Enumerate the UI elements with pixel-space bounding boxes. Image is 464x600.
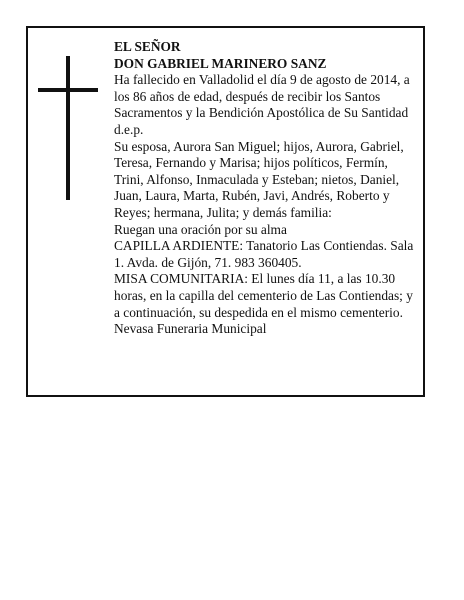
notice-title-line1: EL SEÑOR — [114, 39, 181, 54]
cross-horizontal-bar — [38, 88, 98, 92]
notice-text — [114, 39, 420, 338]
chapel-info: CAPILLA ARDIENTE: Tanatorio Las Contiendas. Sala 1. Avda. de Gijón, 71. 983 360405. — [114, 238, 414, 270]
prayer-request: Ruegan una oración por su alma — [114, 221, 287, 237]
funeral-home: Nevasa Funeraria Municipal — [114, 321, 267, 337]
notice-title-line2: DON GABRIEL MARINERO SANZ — [114, 55, 327, 71]
cross-icon — [38, 56, 98, 200]
family-list: Su esposa, Aurora San Miguel; hijos, Aurora, Gabriel, Teresa, Fernando y Marisa; hijos políticos, Fermín, Trini, Alfonso, Inmaculada y Esteban; nietos, Daniel, Juan, Laura, Marta, Rubén, Javi, Andrés, Roberto y Reyes; hermana, Julita; y demás familia: — [114, 138, 404, 220]
mass-info: MISA COMUNITARIA: El lunes día 11, a las 10.30 horas, en la capilla del cementerio de Las Contiendas; y a continuación, su despedida en el mismo cementerio. — [114, 271, 413, 320]
obituary-notice — [26, 26, 425, 397]
death-announcement: Ha fallecido en Valladolid el día 9 de agosto de 2014, a los 86 años de edad, después de recibir los Santos Sacramentos y la Bendición Apostólica de Su Santidad d.e.p. — [114, 72, 410, 137]
cross-vertical-bar — [66, 56, 70, 200]
